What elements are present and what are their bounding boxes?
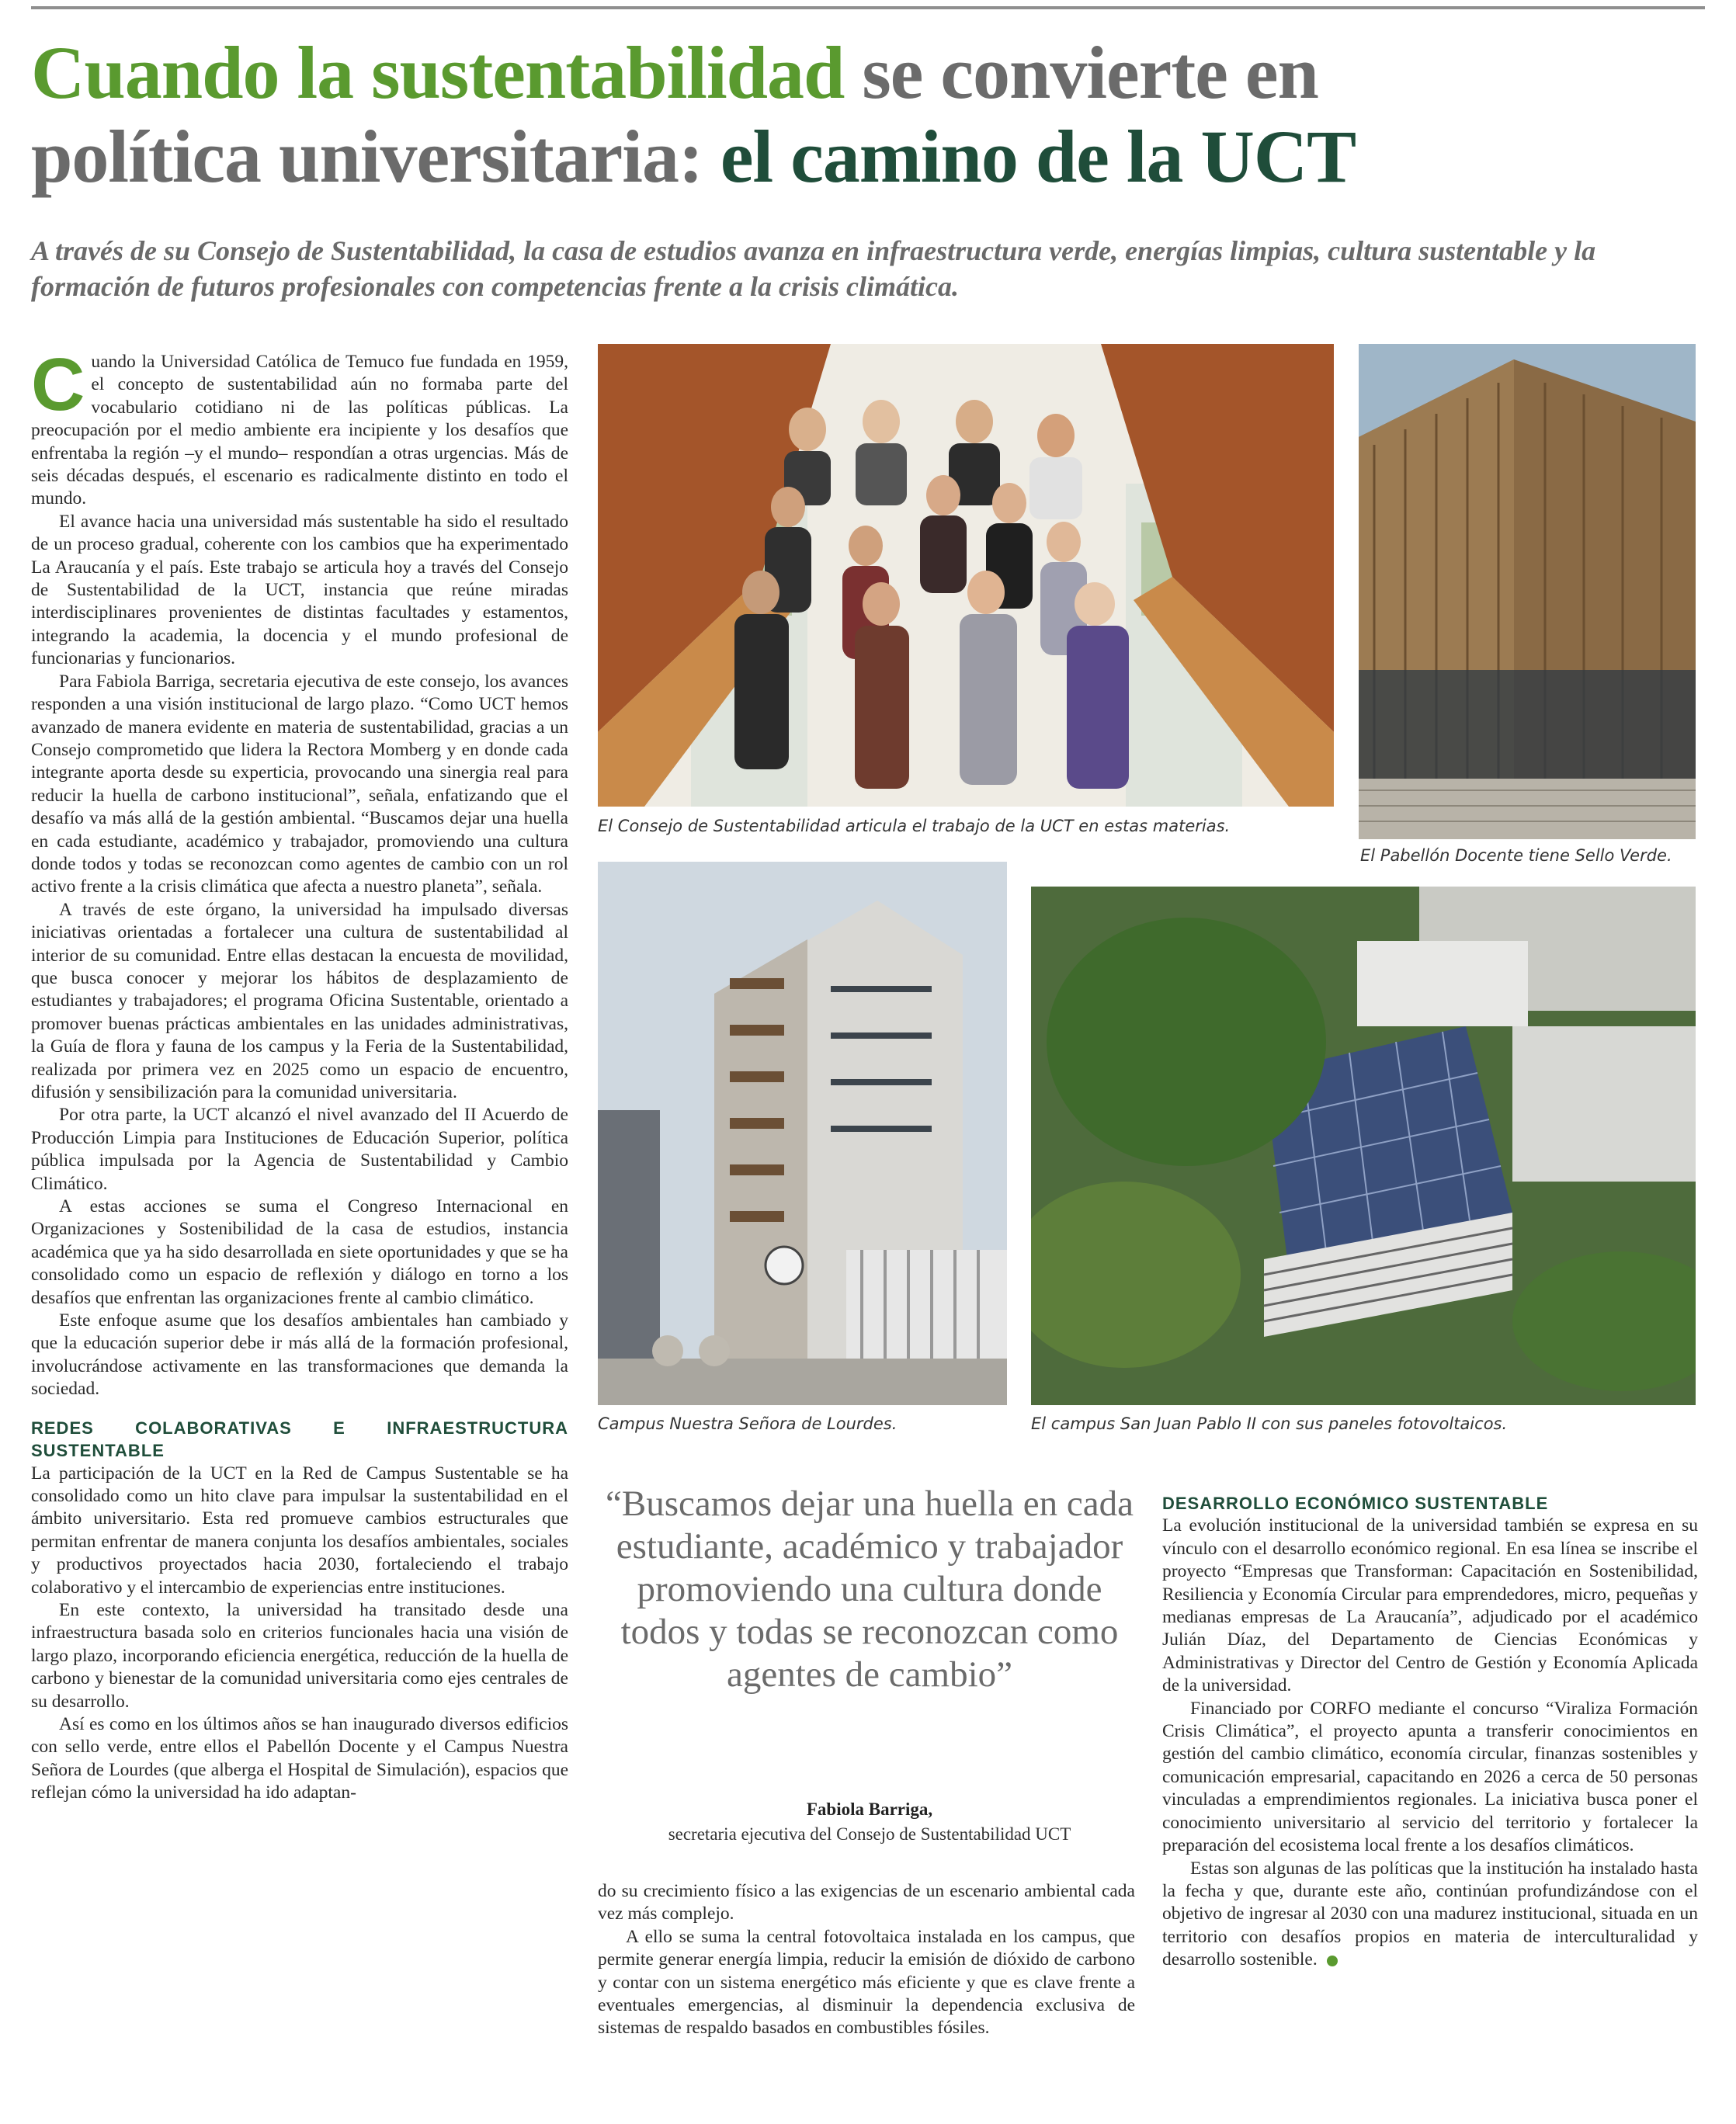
san-juan-campus-photo [1031,887,1696,1405]
quote-author-role: secretaria ejecutiva del Consejo de Sustentabilidad UCT [668,1824,1071,1844]
headline-grey-part: se convierte en [862,31,1318,114]
drop-cap: C [31,343,85,426]
lourdes-building-illustration [598,862,1007,1405]
pabellon-building-illustration [1359,344,1696,839]
headline-dark-part: el camino de la UCT [720,115,1356,198]
council-group-photo [598,344,1334,807]
right-paragraph-3-text: Estas son algunas de las políticas que la institución ha instalado hasta la fecha y que, durante este año, continúan profundizándose con el objetivo de ingresar al 2030 con una madurez institucional, situada en un territorio con desafíos propios en materia de interculturalidad y desarrollo sostenible. [1162,1858,1698,1970]
top-rule [31,6,1705,9]
council-group-illustration [598,344,1334,807]
quote-author-name: Fabiola Barriga, [806,1800,933,1819]
solar-panels-illustration [1031,887,1696,1405]
left-paragraph-5: Por otra parte, la UCT alcanzó el nivel avanzado del II Acuerdo de Producción Limpia para Instituciones de Educación Superior, política pública impulsada por la Agencia de Sustentabilidad y Cambio Climático. [31,1105,568,1194]
caption-lourdes: Campus Nuestra Señora de Lourdes. [598,1414,898,1433]
caption-pabellon: El Pabellón Docente tiene Sello Verde. [1360,846,1672,865]
left-paragraph-10: Así es como en los últimos años se han inaugurado diversos edificios con sello verde, entre ellos el Pabellón Docente y el Campus Nuestra Señora de Lourdes (que alberga el Hospital de Simulación), espacios que reflejan cómo la universidad ha ido adaptan- [31,1713,568,1803]
left-column [31,343,568,1805]
left-paragraph-6: A estas acciones se suma el Congreso Internacional en Organizaciones y Sostenibilidad de la casa de estudios, instancia académica que ya ha sido desarrollada en siete oportunidades y que se ha consolidado como un espacio de reflexión y diálogo en torno a los desafíos que enfrentan las organizaciones frente al cambio climático. [31,1196,568,1308]
right-paragraph-1: La evolución institucional de la universidad también se expresa en su vínculo con el desarrollo económico regional. En esa línea se inscribe el proyecto “Empresas que Transforman: Capacitación en Sostenibilidad, Resiliencia y Economía Circular para emprendedores, micro, pequeñas y medianas empresas de La Araucanía”, adjudicado por el académico Julián Díaz, del Departamento de Ciencias Económicas y Administrativas y Director del Centro de Gestión y Economía Aplicada de la universidad. [1162,1515,1698,1696]
subheadline: A través de su Consejo de Sustentabilidad, la casa de estudios avanza en infraestructura verde, energías limpias, cultura sustentable y la formación de futuros profesionales con competencias frente a la crisis climática. [31,235,1596,302]
right-paragraph-2: Financiado por CORFO mediante el concurso “Viraliza Formación Crisis Climática”, el proyecto apunta a transferir conocimientos en gestión del cambio climático, economía circular, finanzas sostenibles y comunicación empresarial, capacitando en 2026 a cerca de 50 personas vinculadas a emprendimientos regionales. La iniciativa busca poner el conocimiento universitario al servicio del territorio y fortalecer la preparación del ecosistema local frente a los desafíos climáticos. [1162,1698,1698,1856]
middle-paragraph-1: do su crecimiento físico a las exigencias de un escenario ambiental cada vez más complejo. [598,1881,1135,1924]
left-paragraph-9: En este contexto, la universidad ha transitado desde una infraestructura basada solo en criterios funcionales hacia una visión de largo plazo, incorporando eficiencia energética, reducción de la huella de carbono y bienestar de la comunidad universitaria como ejes centrales de su desarrollo. [31,1599,568,1712]
pabellon-docente-photo [1359,344,1696,839]
right-column [1162,1492,1698,1972]
pull-quote: “Buscamos dejar una huella en cada estudiante, académico y trabajador promoviendo una cultura donde todos y todas se reconozcan como agentes de cambio” [606,1484,1134,1695]
section-title-redes: REDES COLABORATIVAS E INFRAESTRUCTURA SUSTENTABLE [31,1418,568,1461]
left-paragraph-1-text: uando la Universidad Católica de Temuco fue fundada en 1959, el concepto de sustentabilidad aún no formaba parte del vocabulario cotidiano ni de las políticas públicas. La preocupación por el medio ambiente era incipiente y los desafíos que enfrentaba la región –y el mundo– respondían a otras urgencias. Más de seis décadas después, el escenario es radicalmente distinto en todo el mundo. [31,352,568,509]
lourdes-campus-photo [598,862,1007,1405]
section-title-desarrollo: DESARROLLO ECONÓMICO SUSTENTABLE [1162,1494,1549,1513]
left-paragraph-3: Para Fabiola Barriga, secretaria ejecutiva de este consejo, los avances responden a una visión institucional de largo plazo. “Como UCT hemos avanzado de manera evidente en materia de sustentabilidad, gracias a un Consejo comprometido que lidera la Rectora Momberg y en donde cada integrante aporta desde su experticia, provocando una sinergia real para reducir la huella de carbono institucional”, señala, enfatizando que el desafío va más allá de la gestión ambiental. “Buscamos dejar una huella en cada estudiante, académico y trabajador, promoviendo una cultura donde todos y todas se reconozcan como agentes de cambio con un rol activo frente a la crisis climática que afecta a nuestro planeta”, señala. [31,671,568,897]
headline-grey-part-2: política universitaria: [31,115,703,198]
caption-council: El Consejo de Sustentabilidad articula el trabajo de la UCT en estas materias. [598,817,1231,835]
caption-san-juan: El campus San Juan Pablo II con sus paneles fotovoltaicos. [1031,1414,1508,1433]
headline-green-part: Cuando la sustentabilidad [31,31,845,114]
left-paragraph-4: A través de este órgano, la universidad ha impulsado diversas iniciativas orientadas a fortalecer una cultura de sustentabilidad al interior de su comunidad. Entre ellas destacan la encuesta de movilidad, que busca conocer y mejorar los hábitos de desplazamiento de estudiantes y trabajadores; el programa Oficina Sustentable, orientado a promover buenas prácticas ambientales en las unidades administrativas, la Guía de flora y fauna de los campus y la Feria de la Sustentabilidad, realizada por primera vez en 2025 como un espacio de encuentro, difusión y sensibilización para la comunidad universitaria. [31,899,568,1102]
end-of-article-dot [1327,1956,1338,1966]
right-paragraph-3 [1162,1858,1698,1972]
left-paragraph-8: La participación de la UCT en la Red de Campus Sustentable se ha consolidado como un hito clave para impulsar la sustentabilidad en el ámbito universitario. Esta red promueve cambios estructurales que permitan enfrentar de manera conjunta los desafíos ambientales, sociales y productivos proyectados hacia 2030, fortaleciendo el trabajo colaborativo y el intercambio de experiencias entre instituciones. [31,1463,568,1598]
middle-column [598,1880,1135,2040]
headline [31,31,1708,199]
left-paragraph-7: Este enfoque asume que los desafíos ambientales han cambiado y que la educación superior debe ir más allá de la formación profesional, involucrándose activamente en las transformaciones que demanda la sociedad. [31,1310,568,1400]
middle-paragraph-2: A ello se suma la central fotovoltaica instalada en los campus, que permite generar energía limpia, reducir la emisión de dióxido de carbono y contar con un sistema energético más eficiente y que es clave frente a eventuales emergencias, al disminuir la dependencia exclusiva de sistemas de respaldo basados en combustibles fósiles. [598,1926,1135,2039]
left-paragraph-2: El avance hacia una universidad más sustentable ha sido el resultado de un proceso gradual, coherente con los cambios que ha experimentado La Araucanía y el país. Este trabajo se articula hoy a través del Consejo de Sustentabilidad de la UCT, instancia que reúne miradas interdisciplinares provenientes de distintas facultades y estamentos, integrando la academia, la docencia y el mundo profesional de funcionarias y funcionarios. [31,511,568,669]
left-paragraph-1 [31,343,568,511]
